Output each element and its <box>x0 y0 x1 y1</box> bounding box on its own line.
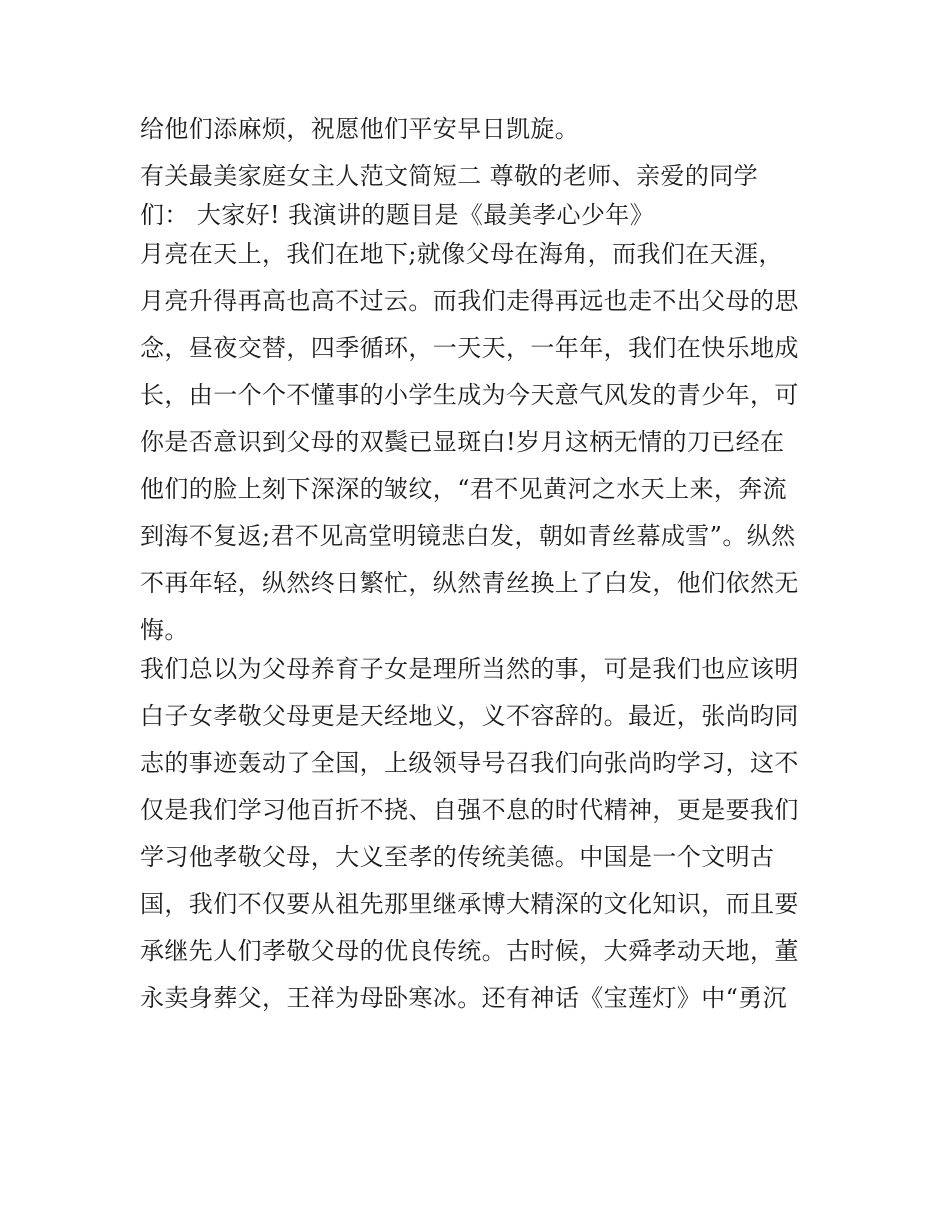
text-line: 念，昼夜交替，四季循环，一天天，一年年，我们在快乐地成 <box>140 334 799 362</box>
text-line: 你是否意识到父母的双鬓已显斑白!岁月这柄无情的刀已经在 <box>140 428 785 456</box>
text-line: 志的事迹轰动了全国，上级领导号召我们向张尚昀学习，这不 <box>140 749 799 777</box>
text-line: 永卖身葬父，王祥为母卧寒冰。还有神话《宝莲灯》中“勇沉 <box>140 984 788 1012</box>
body-text <box>140 110 820 1026</box>
text-line: 长，由一个个不懂事的小学生成为今天意气风发的青少年，可 <box>140 381 799 409</box>
text-line: 他们的脸上刻下深深的皱纹，“君不见黄河之水天上来，奔流 <box>140 475 788 503</box>
text-line: 白子女孝敬父母更是天经地义，义不容辞的。最近，张尚昀同 <box>140 702 799 730</box>
text-line: 给他们添麻烦，祝愿他们平安早日凯旋。 <box>140 115 580 143</box>
text-line: 承继先人们孝敬父母的优良传统。古时候，大舜孝动天地，董 <box>140 937 799 965</box>
text-line: 们： 大家好! 我演讲的题目是《最美孝心少年》 <box>140 201 655 229</box>
text-line: 有关最美家庭女主人范文简短二 尊敬的老师、亲爱的同学 <box>140 162 759 190</box>
text-line: 仅是我们学习他百折不挠、自强不息的时代精神，更是要我们 <box>140 796 799 824</box>
text-line: 悔。 <box>140 616 189 644</box>
text-line: 月亮升得再高也高不过云。而我们走得再远也走不出父母的思 <box>140 287 799 315</box>
text-line: 学习他孝敬父母，大义至孝的传统美德。中国是一个文明古 <box>140 843 775 871</box>
text-line: 不再年轻，纵然终日繁忙，纵然青丝换上了白发，他们依然无 <box>140 569 799 597</box>
text-line: 到海不复返;君不见高堂明镜悲白发，朝如青丝幕成雪”。纵然 <box>140 522 796 550</box>
text-line: 我们总以为父母养育子女是理所当然的事，可是我们也应该明 <box>140 655 799 683</box>
text-line: 月亮在天上，我们在地下;就像父母在海角，而我们在天涯， <box>140 240 783 268</box>
text-line: 国，我们不仅要从祖先那里继承博大精深的文化知识，而且要 <box>140 890 799 918</box>
